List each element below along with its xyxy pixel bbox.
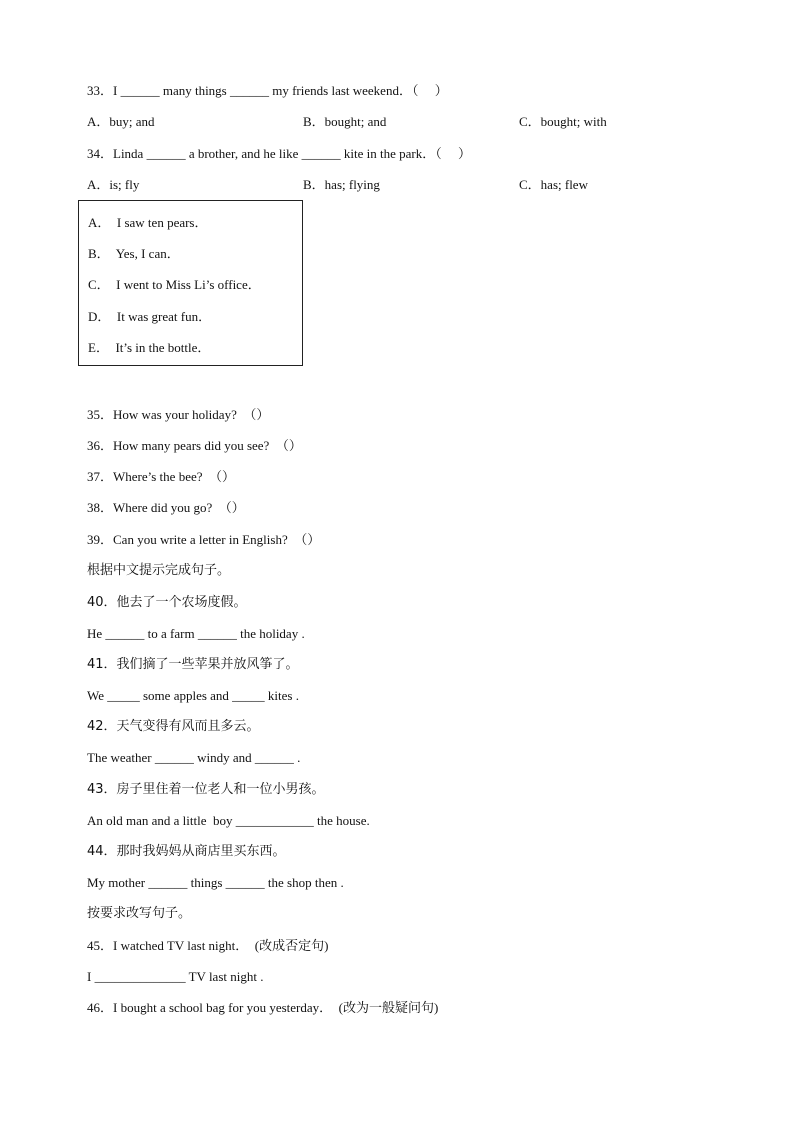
question-34-option-a[interactable]: A．is; fly: [87, 177, 140, 192]
question-40-chinese: 40．他去了一个农场度假。: [87, 595, 247, 610]
question-44-sentence[interactable]: My mother ______ things ______ the shop then .: [87, 875, 344, 890]
answer-option-e: E． It’s in the bottle．: [88, 340, 211, 355]
question-43-sentence[interactable]: An old man and a little boy ____________ the house.: [87, 813, 370, 828]
question-43-chinese: 43．房子里住着一位老人和一位小男孩。: [87, 782, 325, 797]
question-45: 45．I watched TV last night． (改成否定句): [87, 938, 329, 953]
question-42-chinese: 42．天气变得有风而且多云。: [87, 719, 260, 734]
answer-option-d: D． It was great fun．: [88, 309, 212, 324]
question-38: 38．Where did you go? （）: [87, 500, 245, 515]
question-33-option-c[interactable]: C．bought; with: [519, 114, 607, 129]
question-44-chinese: 44．那时我妈妈从商店里买东西。: [87, 844, 286, 859]
question-39: 39．Can you write a letter in English? （）: [87, 532, 321, 547]
question-36: 36．How many pears did you see? （）: [87, 438, 302, 453]
answer-option-c: C． I went to Miss Li’s office．: [88, 277, 261, 292]
answer-option-b: B． Yes, I can．: [88, 246, 180, 261]
question-40-sentence[interactable]: He ______ to a farm ______ the holiday .: [87, 626, 305, 641]
question-34-option-c[interactable]: C．has; flew: [519, 177, 588, 192]
question-45-answer[interactable]: I ______________ TV last night .: [87, 969, 264, 984]
question-34-option-b[interactable]: B．has; flying: [303, 177, 380, 192]
answer-options-box: [78, 200, 303, 366]
question-34-stem: 34．Linda ______ a brother, and he like ______ kite in the park．（ ）: [87, 146, 471, 161]
question-33-option-b[interactable]: B．bought; and: [303, 114, 387, 129]
question-42-sentence[interactable]: The weather ______ windy and ______ .: [87, 750, 301, 765]
answer-option-a: A． I saw ten pears．: [88, 215, 208, 230]
question-46: 46．I bought a school bag for you yesterday． (改为一般疑问句): [87, 1000, 439, 1015]
section-heading-rewrite: 按要求改写句子。: [87, 906, 192, 921]
question-41-chinese: 41．我们摘了一些苹果并放风筝了。: [87, 657, 299, 672]
question-37: 37．Where’s the bee? （）: [87, 469, 236, 484]
question-41-sentence[interactable]: We _____ some apples and _____ kites .: [87, 688, 299, 703]
section-heading-translate: 根据中文提示完成句子。: [87, 563, 231, 578]
question-33-stem: 33．I ______ many things ______ my friends last weekend．（ ）: [87, 83, 448, 98]
question-35: 35．How was your holiday? （）: [87, 407, 270, 422]
question-33-option-a[interactable]: A．buy; and: [87, 114, 155, 129]
